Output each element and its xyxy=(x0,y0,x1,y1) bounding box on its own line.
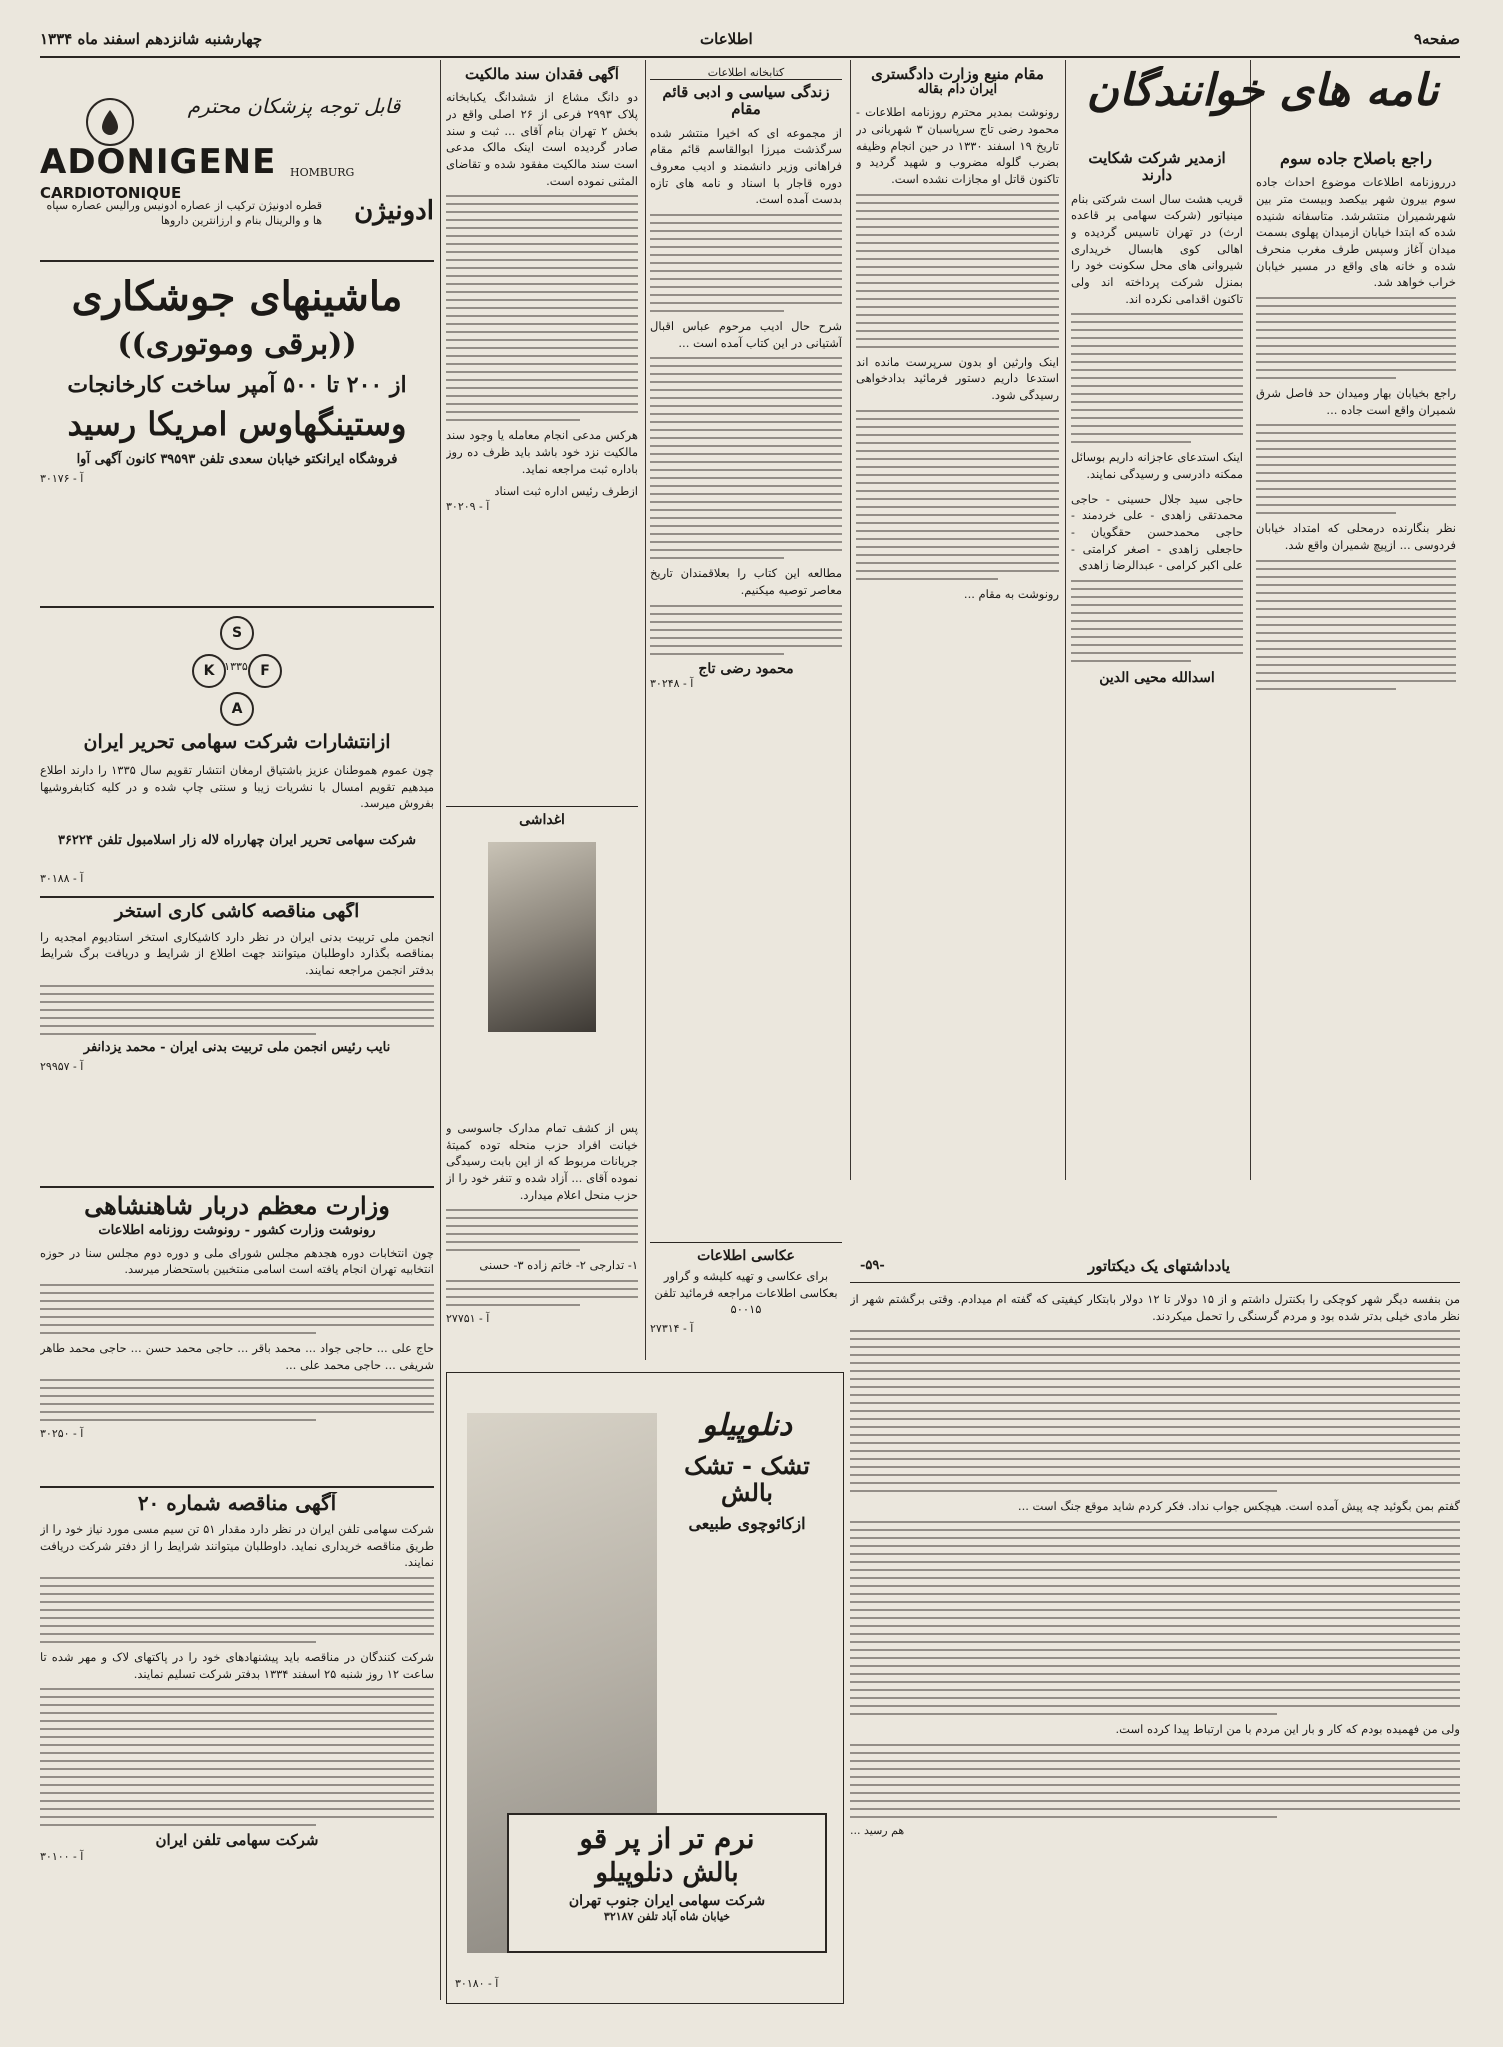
welding-ref: آ - ۳۰۱۷۶ xyxy=(40,471,84,485)
page-number: صفحه۹ xyxy=(1413,30,1460,48)
letter-complaint-body: قریب هشت سال است شرکتی بنام مینیاتور (شرکت سهامی بر قاعده ارث) در تهران تاسیس گردیده و اهالی کوی هابسال خریداری شیروانی های محل سکونت خود را بمنزل شرکت پرداخته اند ولی تاکنون اقدامی نکرده اند. xyxy=(1071,191,1243,306)
court-title: وزارت معظم دربار شاهنشاهی xyxy=(84,1192,390,1220)
portrait-photo xyxy=(488,842,596,1032)
library-tag: کتابخانه اطلاعات xyxy=(650,66,842,80)
issue-date: چهارشنبه شانزدهم اسفند ماه ۱۳۳۴ xyxy=(40,30,263,48)
publisher-body: چون عموم هموطنان عزیز باشتیاق ارمغان انتشار تقویم سال ۱۳۳۵ را دارند اطلاع میدهیم تقویم امسال با نشریات زیبا و سنتی چاپ شده و در کلیه کتابفروشیها بفروش میرسد. xyxy=(40,763,434,811)
lost-deed-ref: آ - ۳۰۲۰۹ xyxy=(446,499,490,513)
seal-letter-k: K xyxy=(192,654,226,688)
welding-title: ماشینهای جوشکاری xyxy=(71,273,403,320)
seal-letter-s: S xyxy=(220,616,254,650)
adonigene-desc: قطره ادونیژن ترکیب از عصاره ادونیس ورالیس عصاره سپاه ها و والرینال بنام و ارزانترین داروها xyxy=(46,199,322,228)
dictator-end: هم رسید ... xyxy=(850,1823,905,1837)
lost-deed-sign: ازطرف رئیس اداره ثبت اسناد xyxy=(494,484,638,499)
letter-road xyxy=(1256,150,1456,1180)
photo-body: برای عکاسی و تهیه کلیشه و گراور بعکاسی اطلاعات مراجعه فرمائید تلفن ۵۰۰۱۵ xyxy=(654,1269,838,1317)
welding-spec: از ۲۰۰ تا ۵۰۰ آمپر ساخت کارخانجات xyxy=(67,371,407,398)
lost-deed-title: آگهی فقدان سند مالکیت xyxy=(465,66,619,83)
seal-year: ۱۳۳۵ xyxy=(224,660,248,673)
justice-title: مقام منیع وزارت دادگستری xyxy=(871,66,1044,83)
dunlopillo-box xyxy=(507,1813,827,1953)
dictator-body3: ولی من فهمیده بودم که کار و بار این مردم با من ارتباط پیدا کرده است. xyxy=(1115,1722,1460,1737)
party-notice-ref: آ - ۲۷۷۵۱ xyxy=(446,1312,490,1326)
column-rule xyxy=(645,60,646,1360)
paper-name: اطلاعات xyxy=(700,30,753,48)
lost-deed-body: دو دانگ مشاع از ششدانگ یکبابخانه پلاک ۲۹۹۳ فرعی از ۲۶ اصلی واقع در بخش ۲ تهران بنام آقای ... ثبت و سند صادر گردیده است اینک مالک مدعی است سند مالکیت مفقود شده و تقاضای المثنی نموده است. xyxy=(446,90,638,188)
seal-letter-a: A xyxy=(220,692,254,726)
dictator-body2: گفتم بمن بگوئید چه پیش آمده است. هیچکس جواب نداد. فکر کردم شاید موقع جنگ است ... xyxy=(1017,1499,1460,1514)
letter-complaint xyxy=(1071,150,1243,1180)
tile-tender-sign: نایب رئیس انجمن ملی تربیت بدنی ایران - محمد یزدانفر xyxy=(83,1039,391,1055)
rule xyxy=(40,260,434,262)
framed-notice xyxy=(446,812,638,1112)
publisher-title: ازانتشارات شرکت سهامی تحریر ایران xyxy=(83,731,391,753)
dunlopillo-tag: تشک - تشک بالش xyxy=(684,1450,810,1508)
welding-store: فروشگاه ایرانکتو خیابان سعدی تلفن ۳۹۵۹۳ کانون آگهی آوا xyxy=(76,451,398,467)
photo-title: عکاسی اطلاعات xyxy=(697,1248,795,1264)
dunlopillo-brand-top: دنلوپیلو xyxy=(702,1409,792,1443)
tender-20-ref: آ - ۳۰۱۰۰ xyxy=(40,1849,84,1863)
dunlopillo-company: شرکت سهامی ایران جنوب تهران xyxy=(568,1893,766,1910)
tile-tender-body: انجمن ملی تربیت بدنی ایران در نظر دارد کاشیکاری استخر استادیوم امجدیه را بمناقصه بگذارد داوطلبان میتوانند جهت اطلاع از شرایط و دریافت برگ شرایط بدفتر انجمن مراجعه نمایند. xyxy=(40,929,434,978)
column-rule xyxy=(1065,60,1066,1180)
letter-road-body2: راجع بخیابان بهار ومیدان حد فاصل شرق شمیران واقع است جاده ... xyxy=(1256,386,1456,417)
adonigene-homburg: HOMBURG xyxy=(290,166,355,179)
letter-complaint-body2: اینک استدعای عاجزانه داریم بوسائل ممکنه دادرسی و رسیدگی نمایند. xyxy=(1071,450,1243,481)
rule xyxy=(40,606,434,608)
library-body3: مطالعه این کتاب را بعلاقمندان تاریخ معاصر توصیه میکنیم. xyxy=(650,566,842,597)
publisher-seal xyxy=(192,616,280,726)
dunlopillo-head xyxy=(657,1409,837,1609)
dunlopillo-brand2: بالش دنلوپیلو xyxy=(595,1858,739,1889)
rule xyxy=(40,1486,434,1488)
lost-deed-notice xyxy=(446,66,638,806)
dictator-title: یادداشتهای یک دیکتاتور xyxy=(1087,1258,1230,1275)
justice-letter xyxy=(856,66,1059,1176)
party-notice-list: ۱- تدارجی ۲- خاتم زاده ۳- حسنی xyxy=(479,1258,638,1273)
party-notice-body: پس از کشف تمام مدارک جاسوسی و خیانت افراد حزب منحله توده کمیتهٔ جریانات مربوط که از این بابت رسیدگی نموده آقای ... آزاد شده و تنفر خود را از حزب منحل اعلام میدارد. xyxy=(446,1121,638,1202)
rule xyxy=(446,806,638,807)
seal-letter-f: F xyxy=(248,654,282,688)
dunlopillo-ad xyxy=(446,1372,844,2004)
framed-notice-title: اغداشی xyxy=(519,812,565,828)
column-rule xyxy=(1250,60,1251,1180)
header-rule xyxy=(40,56,1460,58)
letter-complaint-sign: اسدالله محیی الدین xyxy=(1099,669,1215,686)
dictator-body: من بنفسه دیگر شهر کوچکی را بکنترل داشتم و از ۱۵ دولار تا ۱۲ دولار بابتکار کیفیتی که گفته ام میدادم. وقتی برگشتم شهر از نظر مادی خیلی بدتر شده بود و مردم گرسنگی را تحمل میکردند. xyxy=(850,1292,1460,1323)
dunlopillo-tag2: ازکائوچوی طبیعی xyxy=(688,1513,806,1533)
justice-sign: رونوشت به مقام ... xyxy=(963,586,1059,601)
tender-20-body2: شرکت کنندگان در مناقصه باید پیشنهادهای خود را در پاکتهای لاک و مهر شده تا ساعت ۱۲ روز شنبه ۲۵ اسفند ۱۳۳۴ بدفتر شرکت تسلیم نمایند. xyxy=(40,1650,434,1681)
tender-20-sign: شرکت سهامی تلفن ایران xyxy=(155,1831,319,1850)
party-notice xyxy=(446,1120,638,1370)
dictator-number: -۵۹- xyxy=(860,1258,885,1273)
welding-ad xyxy=(40,266,434,604)
welding-maker: وستینگهاوس امریکا رسید xyxy=(67,404,407,443)
adonigene-fa-brand: ادونیژن xyxy=(354,196,434,226)
court-subtitle: رونوشت وزارت کشور - رونوشت روزنامه اطلاعات xyxy=(98,1222,376,1238)
welding-subtitle: ((برقی وموتوری)) xyxy=(117,327,357,362)
letter-road-title: راجع باصلاح جاده سوم xyxy=(1280,150,1432,168)
letters-title: نامه های خوانندگان xyxy=(1086,66,1439,116)
publisher-ad xyxy=(40,612,434,892)
tender-20-title: آگهی مناقصه شماره ۲۰ xyxy=(137,1492,337,1515)
justice-body: رونوشت بمدیر محترم روزنامه اطلاعات - محمود رضی تاج سرپاسبان ۳ شهربانی در تاریخ ۱۹ اسفند ۱۳۳۰ در حین انجام وظیفه بضرب گلوله مضروب و شهید گردید و تاکنون قاتل او مجازات نشده است. xyxy=(856,105,1059,186)
drop-logo-icon xyxy=(86,98,134,146)
letter-complaint-signers: حاجی سید جلال حسینی - حاجی محمدتقی زاهدی - علی خردمند - حاجی محمدحسن حقگویان - حاجعلی زاهدی - اصغر کرامتی - علی اکبر کرامی - عبدالرضا زاهدی xyxy=(1071,491,1243,573)
library-ref: آ - ۳۰۲۴۸ xyxy=(650,676,694,690)
page-header xyxy=(40,28,1460,52)
letter-road-body3: نظر بنگارنده درمحلی که امتداد خیابان فردوسی ... ازپیچ شمیران واقع شد. xyxy=(1256,521,1456,553)
tile-tender-ref: آ - ۲۹۹۵۷ xyxy=(40,1059,84,1073)
library-title: زندگی سیاسی و ادبی قائم مقام xyxy=(662,83,830,119)
adonigene-line1: قابل توجه پزشکان محترم xyxy=(187,94,401,118)
court-names: حاج علی ... حاجی جواد ... محمد باقر ... حاجی محمد حسن ... حاجی محمد طاهر شریفی ... حاجی محمد علی ... xyxy=(40,1340,434,1372)
column-rule xyxy=(440,60,441,2000)
tender-20-body: شرکت سهامی تلفن ایران در نظر دارد مقدار ۵۱ تن سیم مسی مورد نیاز خود را از طریق مناقصه خریداری نماید. داوطلبان میتوانند شرایط را از دفتر شرکت دریافت نمایند. xyxy=(40,1522,434,1570)
dunlopillo-phone: خیابان شاه آباد تلفن ۳۲۱۸۷ xyxy=(603,1910,731,1924)
adonigene-sub: CARDIOTONIQUE xyxy=(40,184,182,202)
rule xyxy=(40,896,434,898)
letters-title-block xyxy=(1070,66,1455,146)
tile-tender xyxy=(40,902,434,1182)
library-article xyxy=(650,66,842,1236)
adonigene-brand: ADONIGENE xyxy=(40,142,277,182)
library-body: از مجموعه ای که اخیرا منتشر شده سرگذشت میرزا ابوالقاسم قائم مقام فراهانی وزیر دانشمند و ادیب معروف دوره قاجار با اسناد و نامه های تازه بدست آمده است. xyxy=(650,125,842,207)
adonigene-ad xyxy=(40,66,434,256)
library-sign: محمود رضی تاج xyxy=(698,660,794,677)
justice-body2: اینک وارثین او بدون سرپرست مانده اند استدعا داریم دستور فرمائید بدادخواهی رسیدگی شود. xyxy=(856,354,1059,402)
dunlopillo-slogan: نرم تر از پر قو xyxy=(579,1822,755,1855)
dunlopillo-ref: آ - ۳۰۱۸۰ xyxy=(455,1977,499,1990)
tender-20 xyxy=(40,1492,434,2012)
court-notice xyxy=(40,1192,434,1482)
court-body: چون انتخابات دوره هجدهم مجلس شورای ملی و دوره دوم مجلس سنا در حوزه انتخابیه تهران انجام یافته است اسامی منتخبین باستحضار میرسد. xyxy=(40,1245,434,1277)
court-ref: آ - ۳۰۲۵۰ xyxy=(40,1427,84,1441)
justice-subtitle: ایران دام بقاله xyxy=(917,82,998,98)
rule xyxy=(650,1242,842,1243)
letter-road-body: درروزنامه اطلاعات موضوع احداث جاده سوم بیرون شهر بیکصد وبیست متر بین شهرشمیران منتشرشد. متاسفانه شنیده شده که ابتدا خیابان ازمیدان پهلوی بسمت میدان آغاز وسپس طرف مغرب منحرف شده و خانه های واقع در مسیر خیابان خراب خواهد شد. xyxy=(1256,175,1456,290)
photo-ad xyxy=(650,1248,842,1358)
rule xyxy=(40,1186,434,1188)
photo-ref: آ - ۲۷۳۱۴ xyxy=(650,1322,694,1336)
letter-complaint-title: ازمدیر شرکت شکایت دارند xyxy=(1088,150,1226,185)
library-body2: شرح حال ادیب مرحوم عباس اقبال آشتیانی در این کتاب آمده است ... xyxy=(650,318,842,350)
tile-tender-title: آگهی مناقصه کاشی کاری استخر xyxy=(114,902,360,922)
dictator-serial xyxy=(850,1258,1460,1998)
publisher-ref: آ - ۳۰۱۸۸ xyxy=(40,872,84,885)
publisher-addr: شرکت سهامی تحریر ایران چهارراه لاله زار اسلامبول تلفن ۳۶۲۲۴ xyxy=(57,833,417,848)
lost-deed-body2: هرکس مدعی انجام معامله یا وجود سند مالکیت نزد خود باشد باید ظرف ده روز باداره ثبت مراجعه نماید. xyxy=(446,428,638,476)
column-rule xyxy=(850,60,851,1180)
